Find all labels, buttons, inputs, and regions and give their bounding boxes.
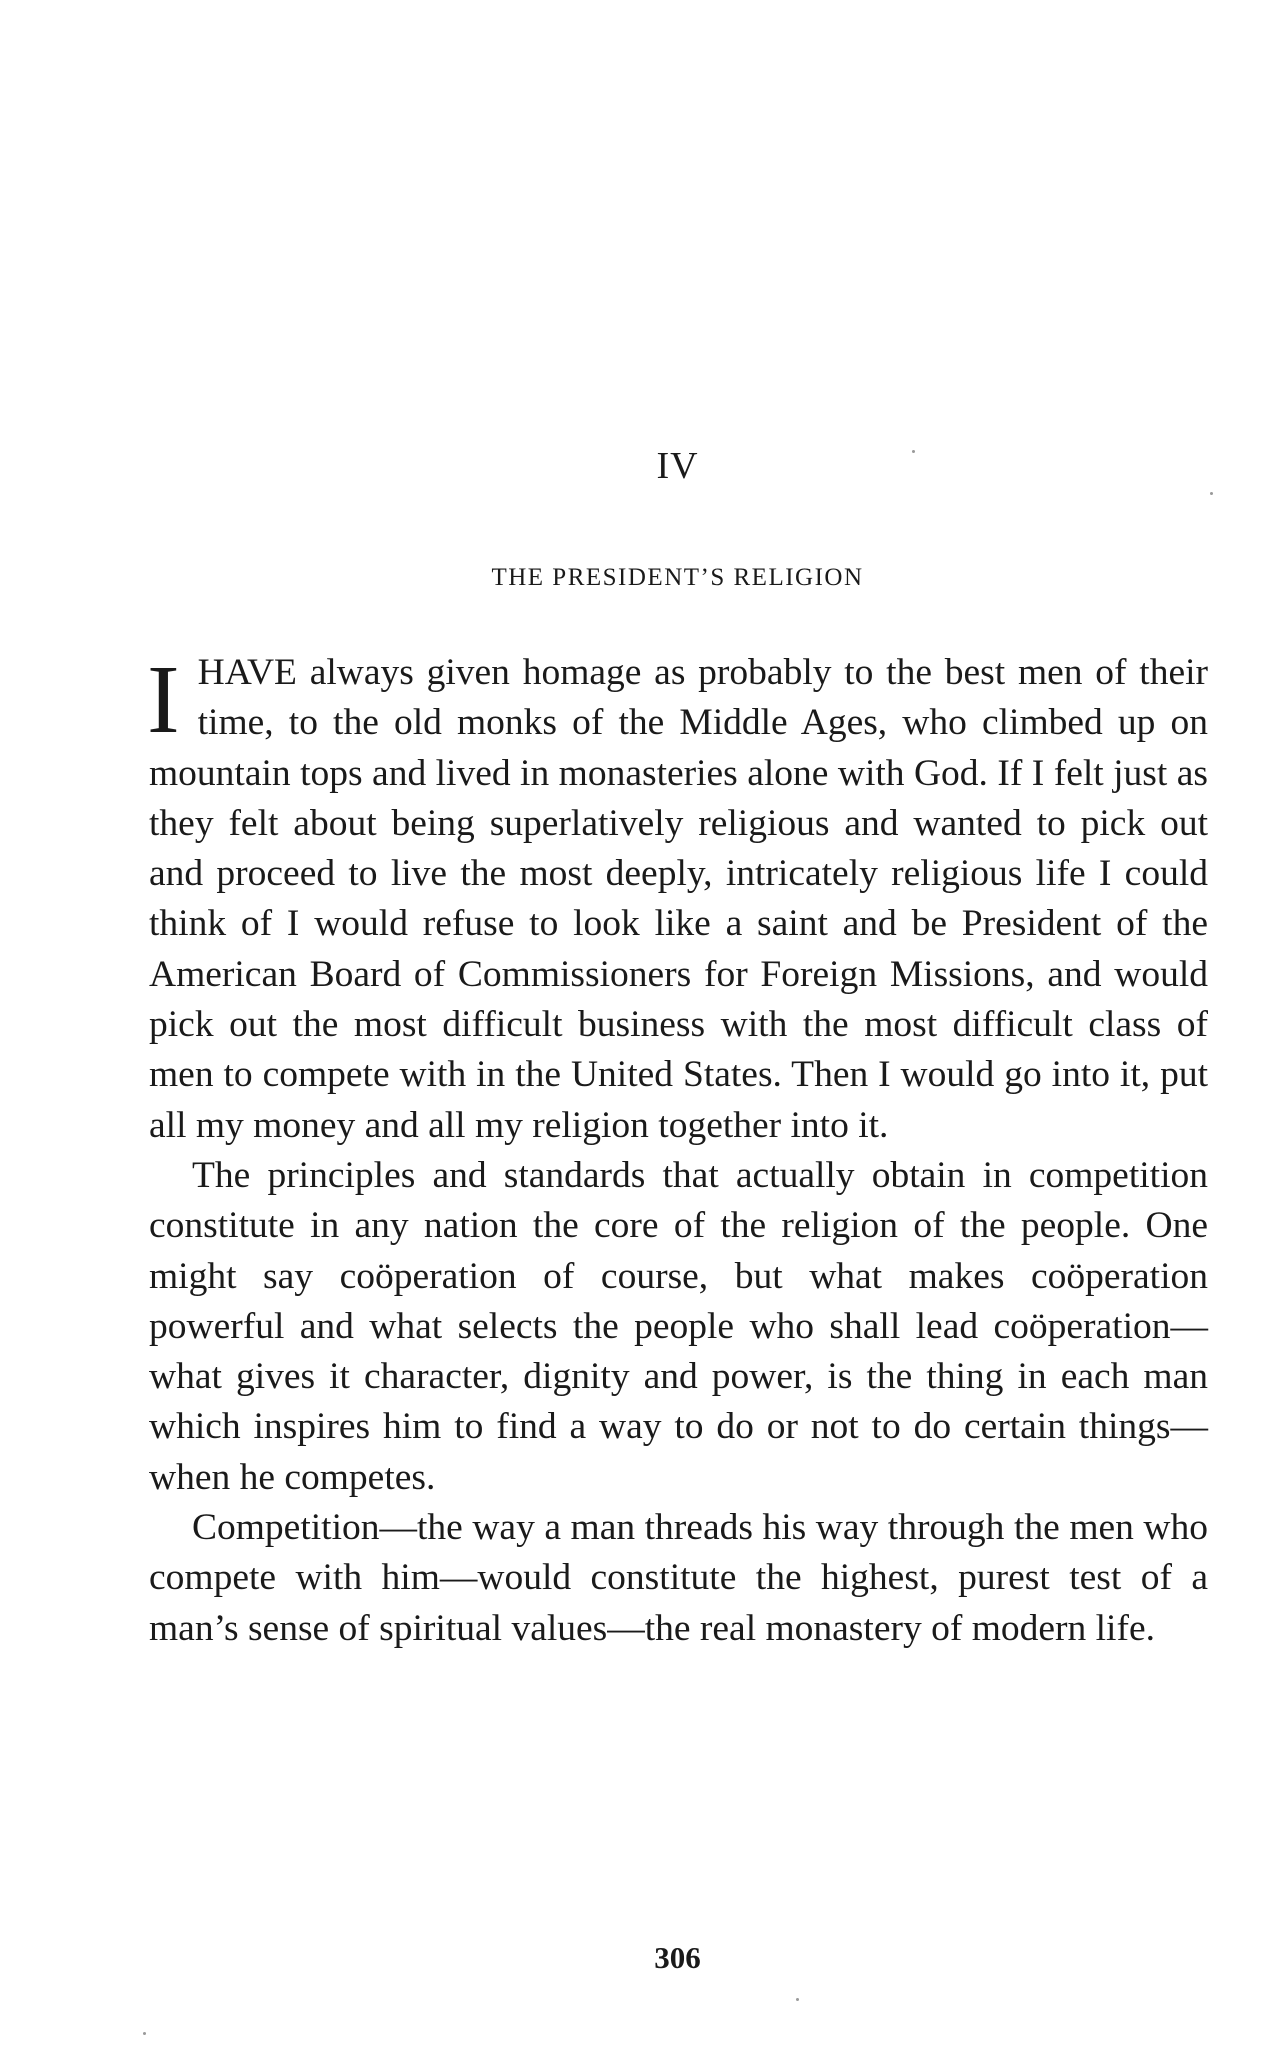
drop-cap: I xyxy=(147,646,180,754)
paragraph-2: The principles and standards that actually obtain in competition constitute in any nation the core of the religion of the people. One might say coöperation of course, but what makes coöperation powerful and what selects the people who shall lead coöperation—what gives it character, dignity and power, is the thing in each man which inspires him to find a way to do or not to do certain things—when he competes. xyxy=(149,1154,1208,1498)
scan-speck xyxy=(1210,492,1213,495)
chapter-title: THE PRESIDENT’S RELIGION xyxy=(491,564,864,591)
scan-speck xyxy=(912,450,915,453)
paragraph-1 xyxy=(149,648,1208,1151)
chapter-body xyxy=(149,648,1208,1654)
scan-speck xyxy=(143,2032,146,2035)
scan-speck xyxy=(796,1998,799,2001)
paragraph-3: Competition—the way a man threads his way through the men who compete with him—would constitute the highest, purest test of a man’s sense of spiritual values—the real monastery of modern life. xyxy=(149,1507,1208,1649)
paragraph-1-text: HAVE always given homage as probably to the best men of their time, to the old monks of the Middle Ages, who climbed up on mountain tops and lived in monasteries alone with God. If I felt just as they felt about being superlatively religious and wanted to pick out and proceed to live the most deeply, intricately religious life I could think of I would refuse to look like a saint and be President of the American Board of Commissioners for Foreign Missions, and would pick out the most difficult business with the most difficult class of men to compete with in the United States. Then I would go into it, put all my money and all my religion together into it. xyxy=(149,652,1208,1146)
chapter-numeral: IV xyxy=(656,445,699,487)
page-number: 306 xyxy=(654,1940,701,1975)
